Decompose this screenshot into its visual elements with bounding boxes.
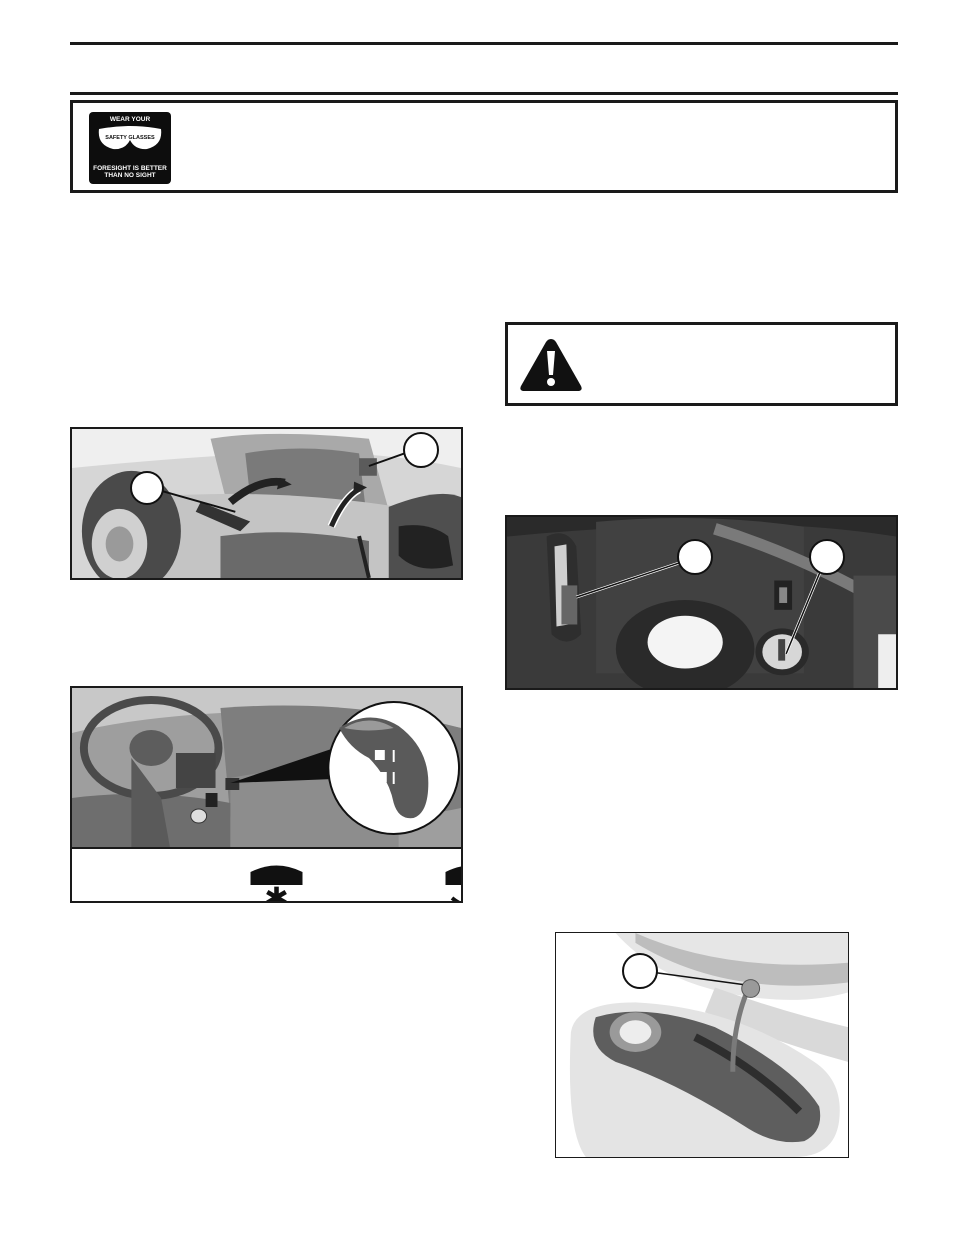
figure-caption-strip bbox=[72, 847, 484, 911]
warning-box bbox=[505, 322, 898, 406]
callout-1 bbox=[677, 539, 713, 575]
safety-glasses-sign bbox=[89, 112, 171, 184]
callout-2 bbox=[403, 432, 439, 468]
sign-line-1: WEAR YOUR bbox=[109, 116, 151, 123]
svg-text:✱: ✱ bbox=[264, 880, 289, 911]
sign-line-3: FORESIGHT IS BETTER bbox=[93, 165, 167, 172]
header-rule-bottom bbox=[70, 92, 898, 95]
pto-switch-photo bbox=[72, 688, 461, 853]
svg-text:✱: ✱ bbox=[459, 880, 484, 911]
seat-lever-photo bbox=[556, 933, 848, 1157]
pto-engage-icon bbox=[277, 859, 484, 911]
safety-notice-box bbox=[70, 100, 898, 193]
header-rule-top bbox=[70, 42, 898, 45]
callout-1 bbox=[622, 953, 658, 989]
callout-2 bbox=[809, 539, 845, 575]
figure-dashboard bbox=[505, 515, 898, 690]
figure-hood-lift bbox=[70, 427, 463, 580]
sign-bottom-text bbox=[89, 165, 171, 179]
figure-seat-lever bbox=[555, 932, 849, 1158]
figure-pto-switch bbox=[70, 686, 484, 911]
warning-triangle-icon bbox=[518, 337, 584, 393]
sign-line-4: THAN NO SIGHT bbox=[104, 172, 156, 179]
callout-1 bbox=[130, 471, 164, 505]
sign-line-2: SAFETY GLASSES bbox=[105, 135, 155, 141]
